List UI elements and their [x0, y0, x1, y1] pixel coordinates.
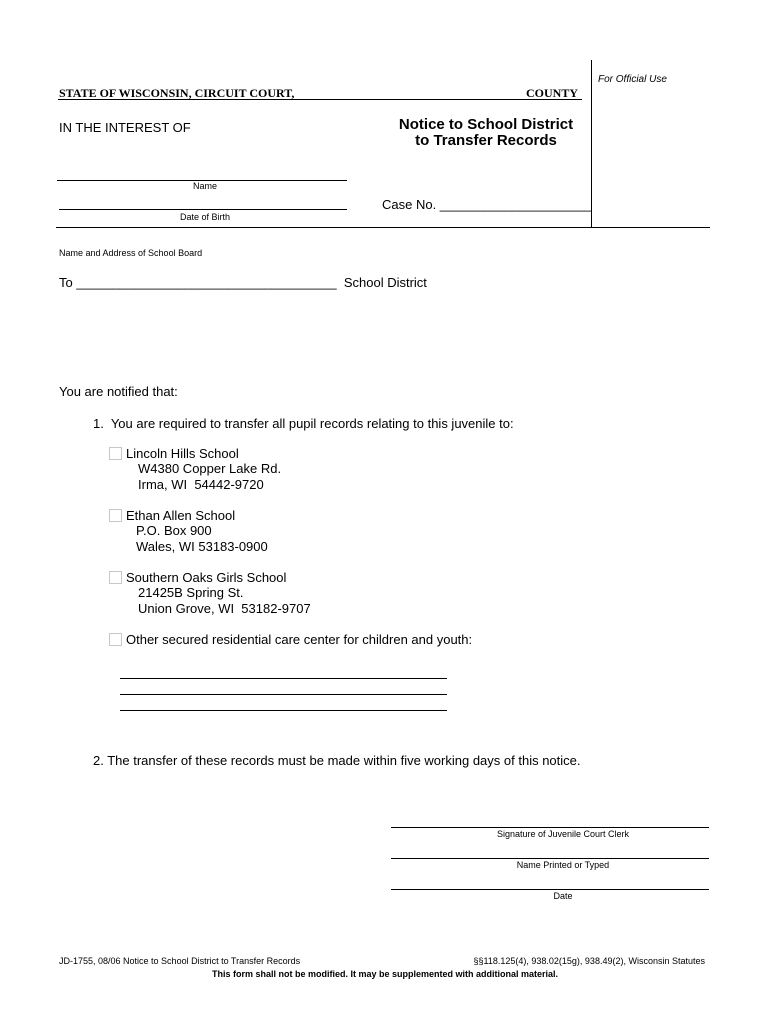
header-underline — [58, 99, 582, 100]
other-center-line-2[interactable] — [120, 694, 447, 695]
option-address-line-2: Wales, WI 53183-0900 — [136, 539, 268, 554]
school-district-field[interactable]: To ____________________________________ School District — [59, 275, 427, 290]
option-name: Southern Oaks Girls School — [126, 570, 287, 585]
dob-label: Date of Birth — [179, 212, 231, 222]
form-id: JD-1755, 08/06 Notice to School District to Transfer Records — [59, 956, 301, 966]
title-line-1: Notice to School District — [398, 116, 574, 133]
item-2-text: 2. The transfer of these records must be made within five working days of this notice. — [93, 753, 581, 768]
clerk-signature-label: Signature of Juvenile Court Clerk — [496, 829, 630, 839]
case-number-field[interactable]: Case No. _____________________ — [382, 197, 592, 212]
date-line[interactable] — [391, 889, 709, 890]
option-name: Lincoln Hills School — [126, 446, 239, 461]
interest-of-label: IN THE INTEREST OF — [59, 120, 191, 135]
option-address-line-2: Union Grove, WI 53182-9707 — [138, 601, 311, 616]
lincoln-hills-checkbox[interactable] — [109, 447, 122, 460]
other-center-line-1[interactable] — [120, 678, 447, 679]
other-center-line-3[interactable] — [120, 710, 447, 711]
option-address-line-2: Irma, WI 54442-9720 — [138, 477, 264, 492]
item-1-text: 1. You are required to transfer all pupil records relating to this juvenile to: — [93, 416, 514, 431]
other-center-checkbox[interactable] — [109, 633, 122, 646]
county-heading: COUNTY — [526, 86, 579, 100]
title-line-2: to Transfer Records — [415, 132, 557, 149]
name-label: Name — [192, 181, 217, 191]
statutes: §§118.125(4), 938.02(15g), 938.49(2), Wisconsin Statutes — [473, 956, 705, 966]
header-bottom-rule — [56, 227, 710, 228]
page-title — [376, 117, 596, 149]
option-address-line-1: W4380 Copper Lake Rd. — [138, 461, 282, 476]
option-address-line-1: P.O. Box 900 — [136, 523, 212, 538]
modification-notice: This form shall not be modified. It may be supplemented with additional material. — [211, 969, 559, 979]
option-address-line-1: 21425B Spring St. — [138, 585, 244, 600]
southern-oaks-checkbox[interactable] — [109, 571, 122, 584]
ethan-allen-checkbox[interactable] — [109, 509, 122, 522]
option-name: Other secured residential care center for children and youth: — [126, 632, 473, 647]
dob-field-line[interactable] — [59, 209, 347, 210]
date-label: Date — [553, 891, 573, 901]
option-name: Ethan Allen School — [126, 508, 236, 523]
clerk-signature-line[interactable] — [391, 827, 709, 828]
name-printed-line[interactable] — [391, 858, 709, 859]
official-use-label: For Official Use — [598, 74, 667, 85]
notified-text: You are notified that: — [59, 384, 178, 399]
court-heading: STATE OF WISCONSIN, CIRCUIT COURT, — [59, 86, 295, 100]
name-printed-label: Name Printed or Typed — [516, 860, 610, 870]
school-board-label: Name and Address of School Board — [59, 248, 203, 258]
